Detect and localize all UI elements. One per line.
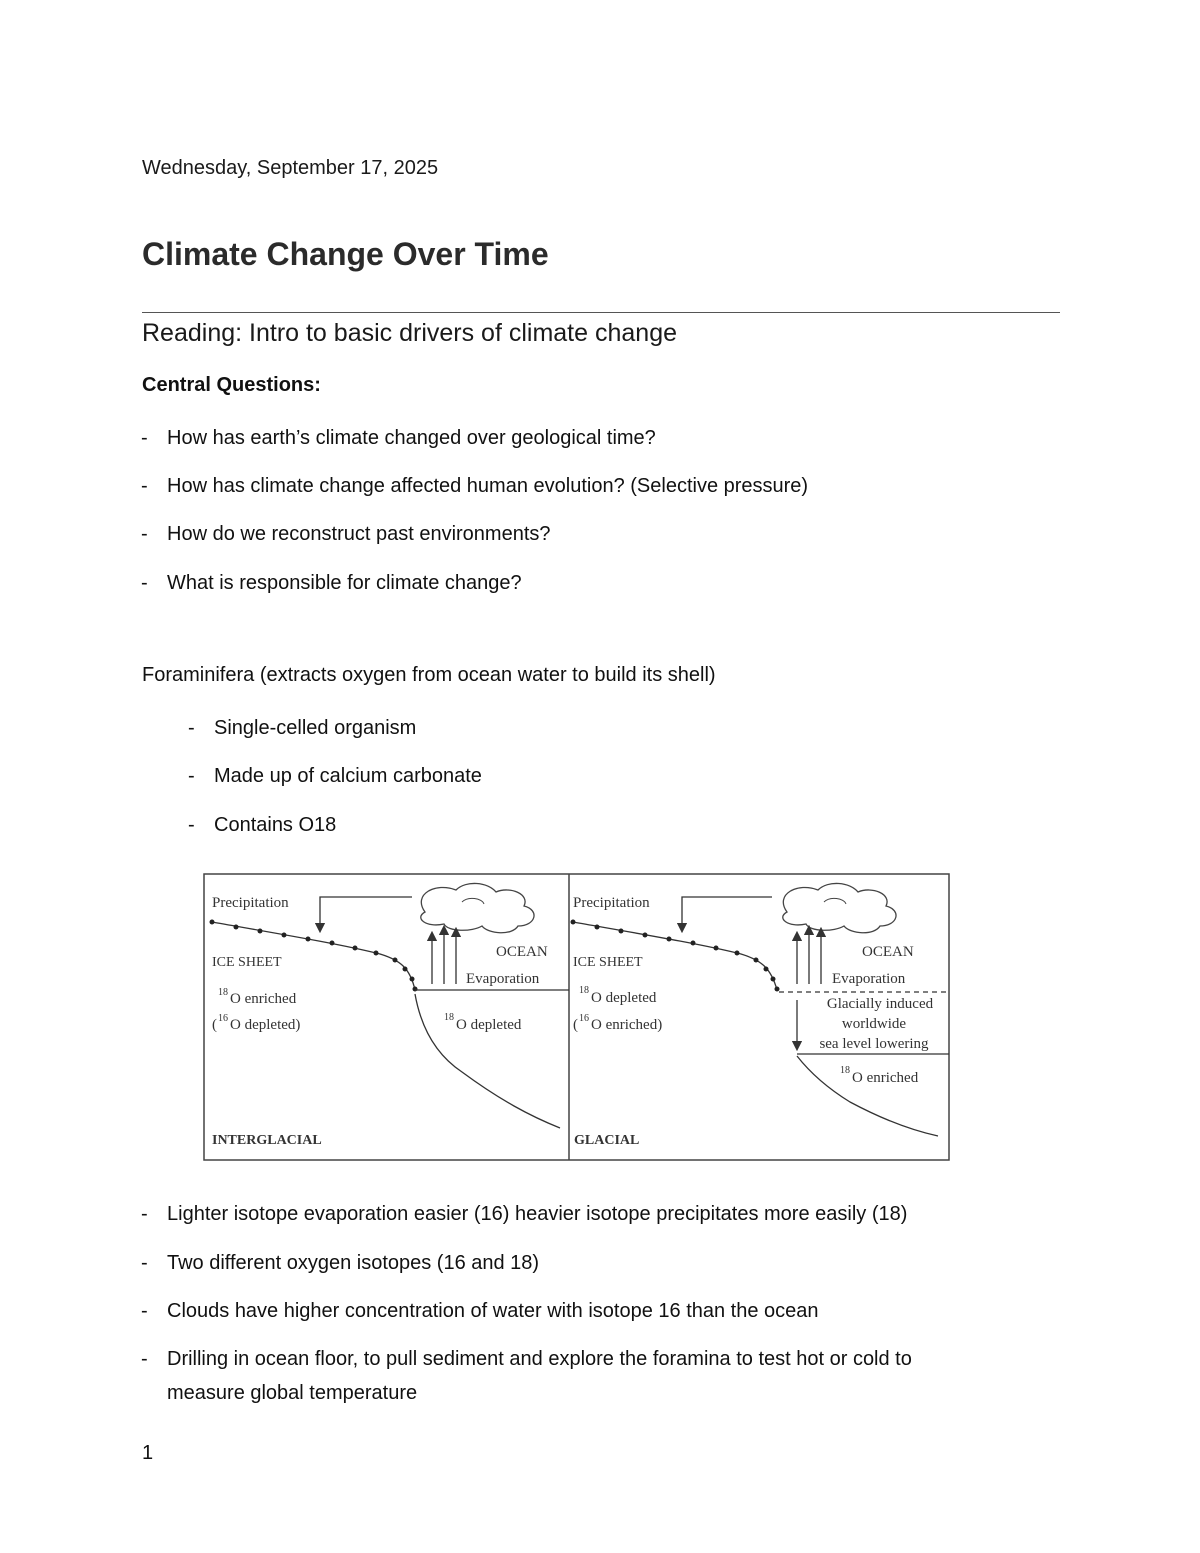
dash-icon: - <box>141 1300 148 1322</box>
note-item <box>141 1246 540 1280</box>
superscript-18: 18 <box>840 1065 850 1076</box>
question-item <box>141 469 809 503</box>
title-divider <box>142 312 1060 313</box>
foraminifera-text: Made up of calcium carbonate <box>214 765 482 787</box>
ocean-label: OCEAN <box>862 944 914 960</box>
dash-icon: - <box>141 1252 148 1274</box>
ice-sheet-label: ICE SHEET <box>573 955 643 970</box>
question-text: How do we reconstruct past environments? <box>167 523 551 545</box>
glacial-panel <box>571 883 950 1148</box>
note-text: Drilling in ocean floor, to pull sediment and explore the foramina to test hot or cold to <box>167 1348 912 1370</box>
dash-icon: - <box>141 523 148 545</box>
dash-icon: - <box>141 427 148 449</box>
cloud-icon <box>824 898 846 904</box>
dash-icon: - <box>188 765 195 787</box>
ice-isotope-label: O depleted) <box>230 1017 301 1033</box>
dash-icon: - <box>188 814 195 836</box>
dash-icon: - <box>141 572 148 594</box>
question-text: How has earth’s climate changed over geological time? <box>167 427 656 449</box>
note-item <box>141 1342 912 1376</box>
note-text: Lighter isotope evaporation easier (16) heavier isotope precipitates more easily (18) <box>167 1203 908 1225</box>
panel-label: GLACIAL <box>574 1133 640 1148</box>
note-continuation: measure global temperature <box>167 1382 418 1404</box>
note-text: Clouds have higher concentration of water with isotope 16 than the ocean <box>167 1300 819 1322</box>
cloud-icon <box>462 898 484 904</box>
precipitation-label: Precipitation <box>212 895 289 911</box>
foraminifera-intro: Foraminifera (extracts oxygen from ocean water to build its shell) <box>142 664 716 686</box>
panel-label: INTERGLACIAL <box>212 1133 322 1148</box>
ocean-isotope-label: O depleted <box>456 1017 522 1033</box>
question-text: What is responsible for climate change? <box>167 572 522 594</box>
superscript-18: 18 <box>218 987 228 998</box>
superscript-16: 16 <box>218 1013 228 1024</box>
ocean-label: OCEAN <box>496 944 548 960</box>
question-item <box>141 421 656 455</box>
question-item <box>141 566 522 600</box>
cloud-icon <box>421 883 534 932</box>
sea-level-note: Glacially induced <box>826 996 934 1012</box>
question-text: How has climate change affected human evolution? (Selective pressure) <box>167 475 809 497</box>
foraminifera-item <box>188 711 417 745</box>
dash-icon: - <box>141 1203 148 1225</box>
foraminifera-item <box>188 759 482 793</box>
cloud-icon <box>783 883 896 932</box>
superscript-18: 18 <box>579 985 589 996</box>
central-questions-heading: Central Questions: <box>142 374 321 396</box>
precipitation-arrow-icon <box>682 897 772 928</box>
sea-level-note: sea level lowering <box>819 1036 929 1052</box>
foraminifera-item <box>188 808 337 842</box>
page-number: 1 <box>142 1442 154 1464</box>
paren-open: ( <box>573 1017 578 1033</box>
ice-isotope-label: O enriched) <box>591 1017 663 1033</box>
dash-icon: - <box>188 717 195 739</box>
dash-icon: - <box>141 1348 148 1370</box>
foraminifera-text: Contains O18 <box>214 814 337 836</box>
note-item <box>141 1197 908 1231</box>
ocean-floor <box>415 994 560 1128</box>
superscript-18: 18 <box>444 1012 454 1023</box>
evaporation-label: Evaporation <box>466 971 540 987</box>
precipitation-arrow-icon <box>320 897 412 928</box>
ice-sheet-label: ICE SHEET <box>212 955 282 970</box>
ocean-isotope-label: O enriched <box>852 1070 919 1086</box>
page-title: Climate Change Over Time <box>142 236 549 272</box>
question-item <box>141 517 551 551</box>
ice-isotope-label: O enriched <box>230 991 297 1007</box>
interglacial-panel <box>210 883 570 1148</box>
paren-open: ( <box>212 1017 217 1033</box>
date: Wednesday, September 17, 2025 <box>142 157 439 179</box>
isotope-diagram <box>200 872 952 1164</box>
sea-level-note: worldwide <box>841 1016 907 1032</box>
evaporation-label: Evaporation <box>832 971 906 987</box>
subtitle: Reading: Intro to basic drivers of climate change <box>142 319 677 347</box>
note-text: Two different oxygen isotopes (16 and 18) <box>167 1252 540 1274</box>
note-item <box>141 1294 819 1328</box>
dash-icon: - <box>141 475 148 497</box>
ocean-floor <box>797 1056 938 1136</box>
ice-isotope-label: O depleted <box>591 990 657 1006</box>
foraminifera-text: Single-celled organism <box>214 717 417 739</box>
precipitation-label: Precipitation <box>573 895 650 911</box>
superscript-16: 16 <box>579 1013 589 1024</box>
